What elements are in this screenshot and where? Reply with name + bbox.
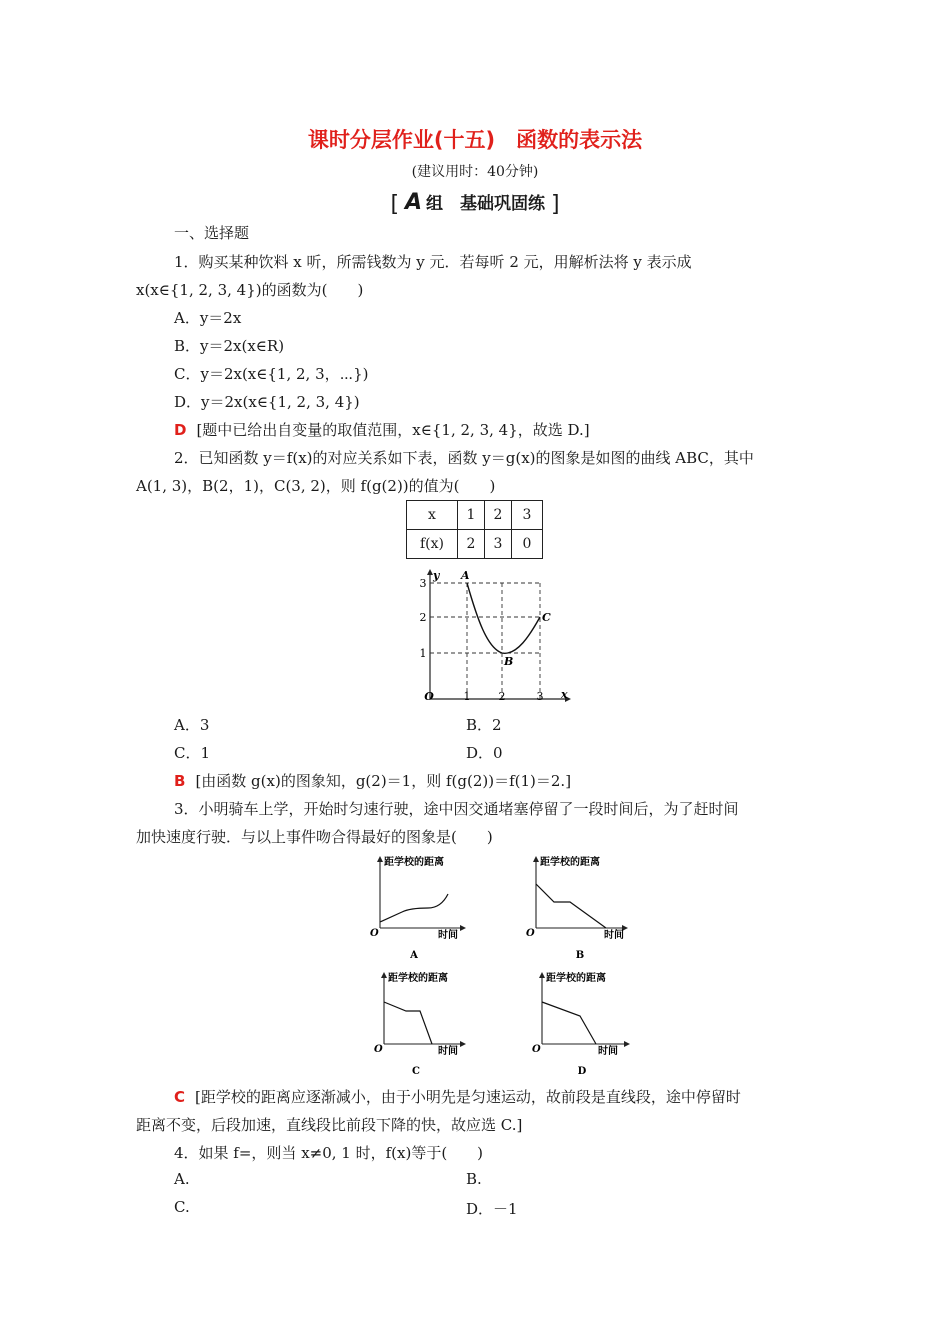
graph-a-x-label: 时间 [438,930,458,941]
point-c-label: C [542,611,551,624]
option-graph-c [362,966,472,1078]
graph-c-letter: C [412,1066,420,1077]
graph-a-curve [380,894,448,922]
q2-option-c: C．1 [174,744,211,762]
graph-c-x-label: 时间 [438,1046,458,1057]
table-cell: 1 [458,501,485,530]
graph-b-x-label: 时间 [604,930,624,941]
q4-option-c: C. [174,1198,190,1216]
q1-explanation: [题中已给出自变量的取值范围，x∈{1, 2, 3, 4}，故选 D.] [196,421,590,439]
graph-b-letter: B [575,950,585,961]
option-graph-a [362,850,472,962]
g-graph-grid [430,583,540,699]
q1-answer: D [174,421,187,439]
q1-solution [174,419,590,440]
graph-a-y-label: 距学校的距离 [384,857,444,868]
curve-abc [467,583,540,653]
q2-explanation: [由函数 g(x)的图象知，g(2)＝1，则 f(g(2))＝f(1)＝2.] [195,772,572,790]
table-cell: 3 [512,501,543,530]
q2-solution [174,770,571,791]
right-bracket: ] [550,192,560,217]
q2-stem-line1: 2．已知函数 y＝f(x)的对应关系如下表，函数 y＝g(x)的图象是如图的曲线 ABC，其中 [174,449,754,467]
graph-c-y-label: 距学校的距离 [388,973,448,984]
group-heading [0,189,950,217]
table-cell: 2 [458,530,485,559]
graph-d-x-label: 时间 [598,1046,618,1057]
table-cell: 2 [485,501,512,530]
g-graph [415,563,575,708]
page-title: 课时分层作业(十五) 函数的表示法 [307,128,643,152]
x-axis-label: x [561,688,568,701]
q1-option-a: A．y＝2x [174,309,242,327]
y-tick-2: 2 [419,611,427,624]
q3-stem-line1: 3．小明骑车上学，开始时匀速行驶，途中因交通堵塞停留了一段时间后，为了赶时间 [174,800,739,818]
table-cell: f(x) [407,530,458,559]
left-bracket: [ [390,192,400,217]
table-cell: 0 [512,530,543,559]
q1-option-b: B．y＝2x(x∈R) [174,337,285,355]
x-tick-3: 3 [536,690,544,703]
y-arrow-icon [539,972,545,978]
q2-option-a: A．3 [174,716,210,734]
option-graph-d [520,966,636,1078]
q1-option-d: D．y＝2x(x∈{1, 2, 3, 4}) [174,393,360,411]
point-b-label: B [504,655,514,668]
x-arrow-icon [460,925,466,931]
graph-a-origin: O [370,928,379,939]
graph-d-y-label: 距学校的距离 [546,973,606,984]
y-arrow-icon [381,972,387,978]
q1-stem-line1: 1．购买某种饮料 x 听，所需钱数为 y 元．若每听 2 元，用解析法将 y 表示成 [174,253,692,271]
table-cell: x [407,501,458,530]
graph-b-curve [536,884,606,928]
y-arrow-icon [377,856,383,862]
origin-label: O [424,690,434,703]
option-graph-b [518,850,634,962]
graph-d-curve [542,1002,596,1044]
x-arrow-icon [460,1041,466,1047]
graph-c-curve [384,1002,432,1044]
q3-explanation-line2: 距离不变，后段加速，直线段比前段下降的快，故应选 C.] [136,1116,523,1134]
graph-b-y-label: 距学校的距离 [540,857,600,868]
q1-stem-line2: x(x∈{1, 2, 3, 4})的函数为( ) [136,281,364,299]
q2-answer: B [174,772,186,790]
q4-option-b: B. [466,1170,482,1188]
y-axis-label: y [433,569,440,582]
q3-solution-line1 [174,1086,741,1107]
q4-option-a: A. [174,1170,190,1188]
fx-table-row-x [407,501,543,530]
x-arrow-icon [624,1041,630,1047]
q3-explanation-line1: [距学校的距离应逐渐减小，由于小明先是匀速运动，故前段是直线段，途中停留时 [195,1088,741,1106]
graph-b-origin: O [526,928,535,939]
point-a-label: A [461,569,470,582]
y-tick-1: 1 [419,647,427,660]
x-tick-1: 1 [463,690,471,703]
group-letter: A [404,190,423,215]
group-label: 组 基础巩固练 [426,194,546,214]
y-arrow-icon [533,856,539,862]
graph-c-origin: O [374,1044,383,1055]
table-cell: 3 [485,530,512,559]
x-tick-2: 2 [498,690,506,703]
q2-stem-line2: A(1, 3)，B(2，1)，C(3, 2)，则 f(g(2))的值为( ) [136,477,496,495]
graph-a-letter: A [410,950,418,961]
q3-answer: C [174,1088,186,1106]
fx-table-row-fx [407,530,543,559]
q2-option-d: D．0 [466,744,503,762]
q4-option-d: D．－1 [466,1200,518,1218]
q4-stem-line1: 4．如果 f=，则当 x≠0, 1 时，f(x)等于( ) [174,1144,484,1162]
q2-option-b: B．2 [466,716,502,734]
q3-stem-line2: 加快速度行驶．与以上事件吻合得最好的图象是( ) [136,828,493,846]
suggested-time: (建议用时：40分钟) [411,164,539,180]
section-heading: 一、选择题 [174,224,250,242]
graph-d-origin: O [532,1044,541,1055]
graph-d-letter: D [577,1066,587,1077]
q1-option-c: C．y＝2x(x∈{1, 2, 3，⋯}) [174,365,369,383]
y-tick-3: 3 [419,577,427,590]
fx-table [406,500,543,559]
